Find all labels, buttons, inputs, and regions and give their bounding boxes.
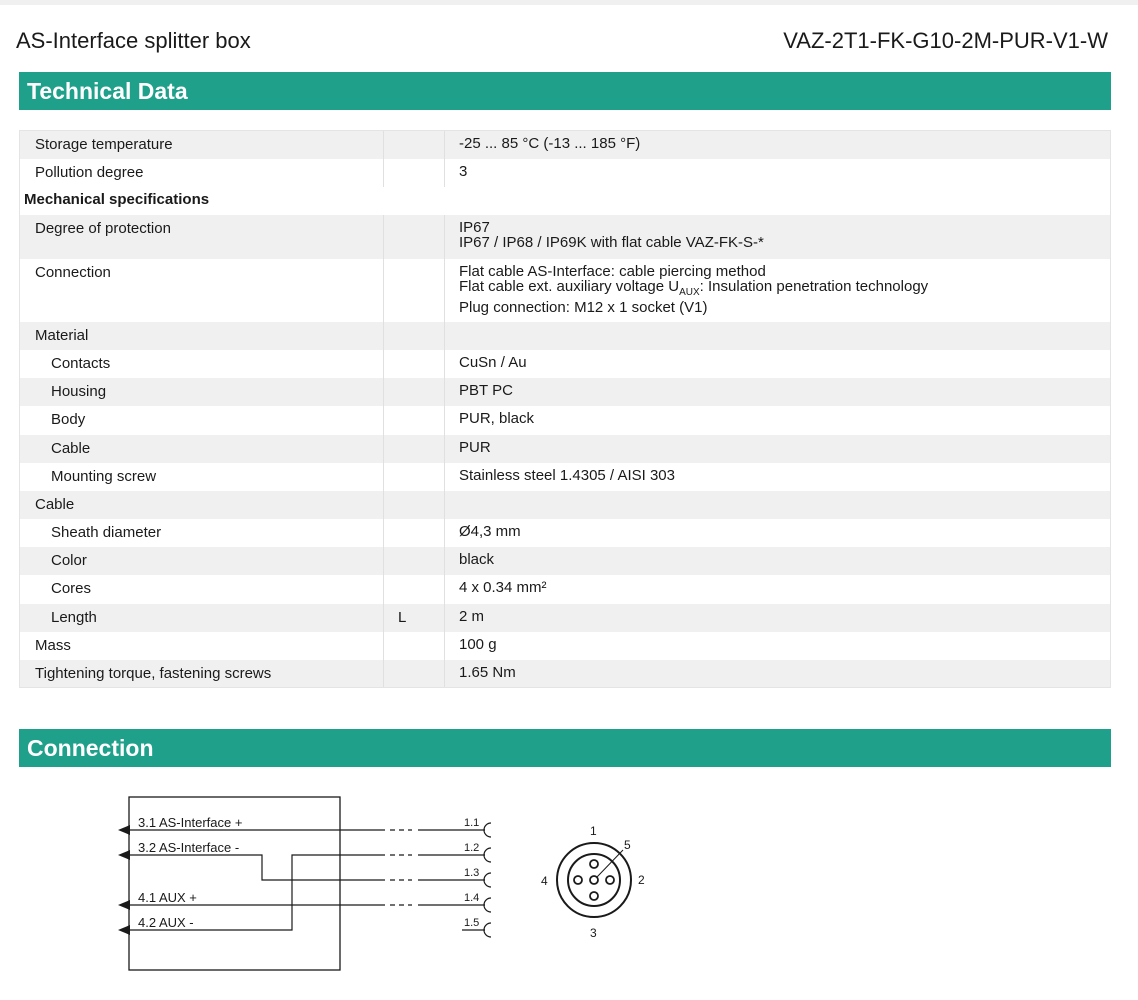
spec-label: Housing xyxy=(20,378,384,406)
socket-number: 1 xyxy=(590,824,597,838)
product-code: VAZ-2T1-FK-G10-2M-PUR-V1-W xyxy=(783,28,1108,53)
table-row xyxy=(20,547,1111,575)
spec-value: 3 xyxy=(445,159,1111,187)
spec-symbol xyxy=(384,435,445,463)
spec-label: Cable xyxy=(20,491,384,519)
spec-value: -25 ... 85 °C (-13 ... 185 °F) xyxy=(445,131,1111,159)
table-row xyxy=(20,604,1111,632)
table-row xyxy=(20,378,1111,406)
spec-symbol xyxy=(384,215,445,259)
socket-number: 4 xyxy=(541,874,548,888)
spec-value xyxy=(445,491,1111,519)
table-row xyxy=(20,131,1111,159)
spec-label: Tightening torque, fastening screws xyxy=(20,660,384,688)
text-part: : Insulation penetration technology xyxy=(699,277,929,295)
spec-value xyxy=(445,215,1111,259)
spec-symbol xyxy=(384,322,445,350)
spec-label: Sheath diameter xyxy=(20,519,384,547)
socket-contact-icon xyxy=(484,873,491,887)
spec-label: Material xyxy=(20,322,384,350)
spec-value: 4 x 0.34 mm² xyxy=(445,575,1111,604)
table-row xyxy=(20,322,1111,350)
connection-heading: Connection xyxy=(19,729,1111,767)
spec-value: 1.65 Nm xyxy=(445,660,1111,688)
text-part: Flat cable ext. auxiliary voltage U xyxy=(459,277,680,295)
spec-symbol xyxy=(384,378,445,406)
socket-contact-icon xyxy=(484,823,491,837)
spec-label: Cable xyxy=(20,435,384,463)
spec-value xyxy=(445,322,1111,350)
spec-symbol xyxy=(384,519,445,547)
socket-pin-icon xyxy=(574,876,582,884)
spec-value-line: Plug connection: M12 x 1 socket (V1) xyxy=(459,298,708,316)
socket-pin-icon xyxy=(606,876,614,884)
pin-label: 1.2 xyxy=(464,842,480,854)
table-row xyxy=(20,406,1111,435)
spec-value: 2 m xyxy=(445,604,1111,632)
table-row xyxy=(20,491,1111,519)
table-row xyxy=(20,660,1111,688)
spec-symbol xyxy=(384,131,445,159)
table-row xyxy=(20,519,1111,547)
pin-label: 1.1 xyxy=(464,817,480,829)
top-border xyxy=(0,0,1138,5)
spec-symbol xyxy=(384,259,445,322)
arrow-icon xyxy=(118,900,130,910)
table-section-row xyxy=(20,187,1111,215)
arrow-icon xyxy=(118,825,130,835)
spec-value: PUR, black xyxy=(445,406,1111,435)
spec-label: Connection xyxy=(20,259,384,322)
spec-symbol xyxy=(384,159,445,187)
spec-symbol xyxy=(384,632,445,660)
spec-value xyxy=(445,259,1111,322)
spec-symbol xyxy=(384,575,445,604)
socket-contact-icon xyxy=(484,898,491,912)
wire-label: 3.2 AS-Interface - xyxy=(138,840,240,855)
spec-label: Mass xyxy=(20,632,384,660)
table-row xyxy=(20,350,1111,378)
table-row xyxy=(20,435,1111,463)
socket-pin-icon xyxy=(590,892,598,900)
wire-label: 4.2 AUX - xyxy=(138,915,194,930)
spec-label: Pollution degree xyxy=(20,159,384,187)
table-row xyxy=(20,215,1111,259)
spec-label: Length xyxy=(20,604,384,632)
spec-symbol: L xyxy=(384,604,445,632)
spec-value: Ø4,3 mm xyxy=(445,519,1111,547)
spec-value-line: IP67 / IP68 / IP69K with flat cable VAZ-FK-S-* xyxy=(459,233,764,251)
spec-value-line: Flat cable AS-Interface: cable piercing method xyxy=(459,262,766,280)
arrow-icon xyxy=(118,850,130,860)
pin-label: 1.4 xyxy=(464,892,480,904)
table-row xyxy=(20,575,1111,604)
spec-value: black xyxy=(445,547,1111,575)
connection-diagram xyxy=(100,790,720,980)
spec-value-line: IP67 xyxy=(459,218,490,236)
wire-label: 4.1 AUX + xyxy=(138,890,197,905)
wire-label: 3.1 AS-Interface + xyxy=(138,815,243,830)
spec-value: 100 g xyxy=(445,632,1111,660)
spec-label: Degree of protection xyxy=(20,215,384,259)
technical-data-table xyxy=(19,130,1111,688)
spec-label: Color xyxy=(20,547,384,575)
socket-number: 2 xyxy=(638,873,645,887)
technical-data-heading: Technical Data xyxy=(19,72,1111,110)
table-row xyxy=(20,632,1111,660)
spec-label: Storage temperature xyxy=(20,131,384,159)
spec-value: PUR xyxy=(445,435,1111,463)
table-row xyxy=(20,159,1111,187)
spec-symbol xyxy=(384,547,445,575)
pin-label: 1.5 xyxy=(464,917,480,929)
wiring-diagram-svg xyxy=(100,790,720,980)
spec-symbol xyxy=(384,350,445,378)
spec-label: Mounting screw xyxy=(20,463,384,491)
wire-line xyxy=(130,855,385,880)
document-header xyxy=(16,26,1108,58)
table-row xyxy=(20,463,1111,491)
socket-number: 5 xyxy=(624,838,631,852)
subscript-aux: AUX xyxy=(679,286,700,298)
arrow-icon xyxy=(118,925,130,935)
document-title: AS-Interface splitter box xyxy=(16,28,251,53)
spec-label: Body xyxy=(20,406,384,435)
socket-pin-icon xyxy=(590,876,598,884)
section-heading-mechanical: Mechanical specifications xyxy=(20,187,1111,215)
spec-symbol xyxy=(384,491,445,519)
spec-symbol xyxy=(384,660,445,688)
spec-value: CuSn / Au xyxy=(445,350,1111,378)
spec-label: Cores xyxy=(20,575,384,604)
spec-symbol xyxy=(384,406,445,435)
spec-value-line xyxy=(459,279,1110,300)
table-row xyxy=(20,259,1111,322)
socket-contact-icon xyxy=(484,848,491,862)
spec-symbol xyxy=(384,463,445,491)
spec-value: Stainless steel 1.4305 / AISI 303 xyxy=(445,463,1111,491)
socket-pin-icon xyxy=(590,860,598,868)
socket-number: 3 xyxy=(590,926,597,940)
spec-value: PBT PC xyxy=(445,378,1111,406)
pin-label: 1.3 xyxy=(464,867,480,879)
socket-contact-icon xyxy=(484,923,491,937)
spec-label: Contacts xyxy=(20,350,384,378)
